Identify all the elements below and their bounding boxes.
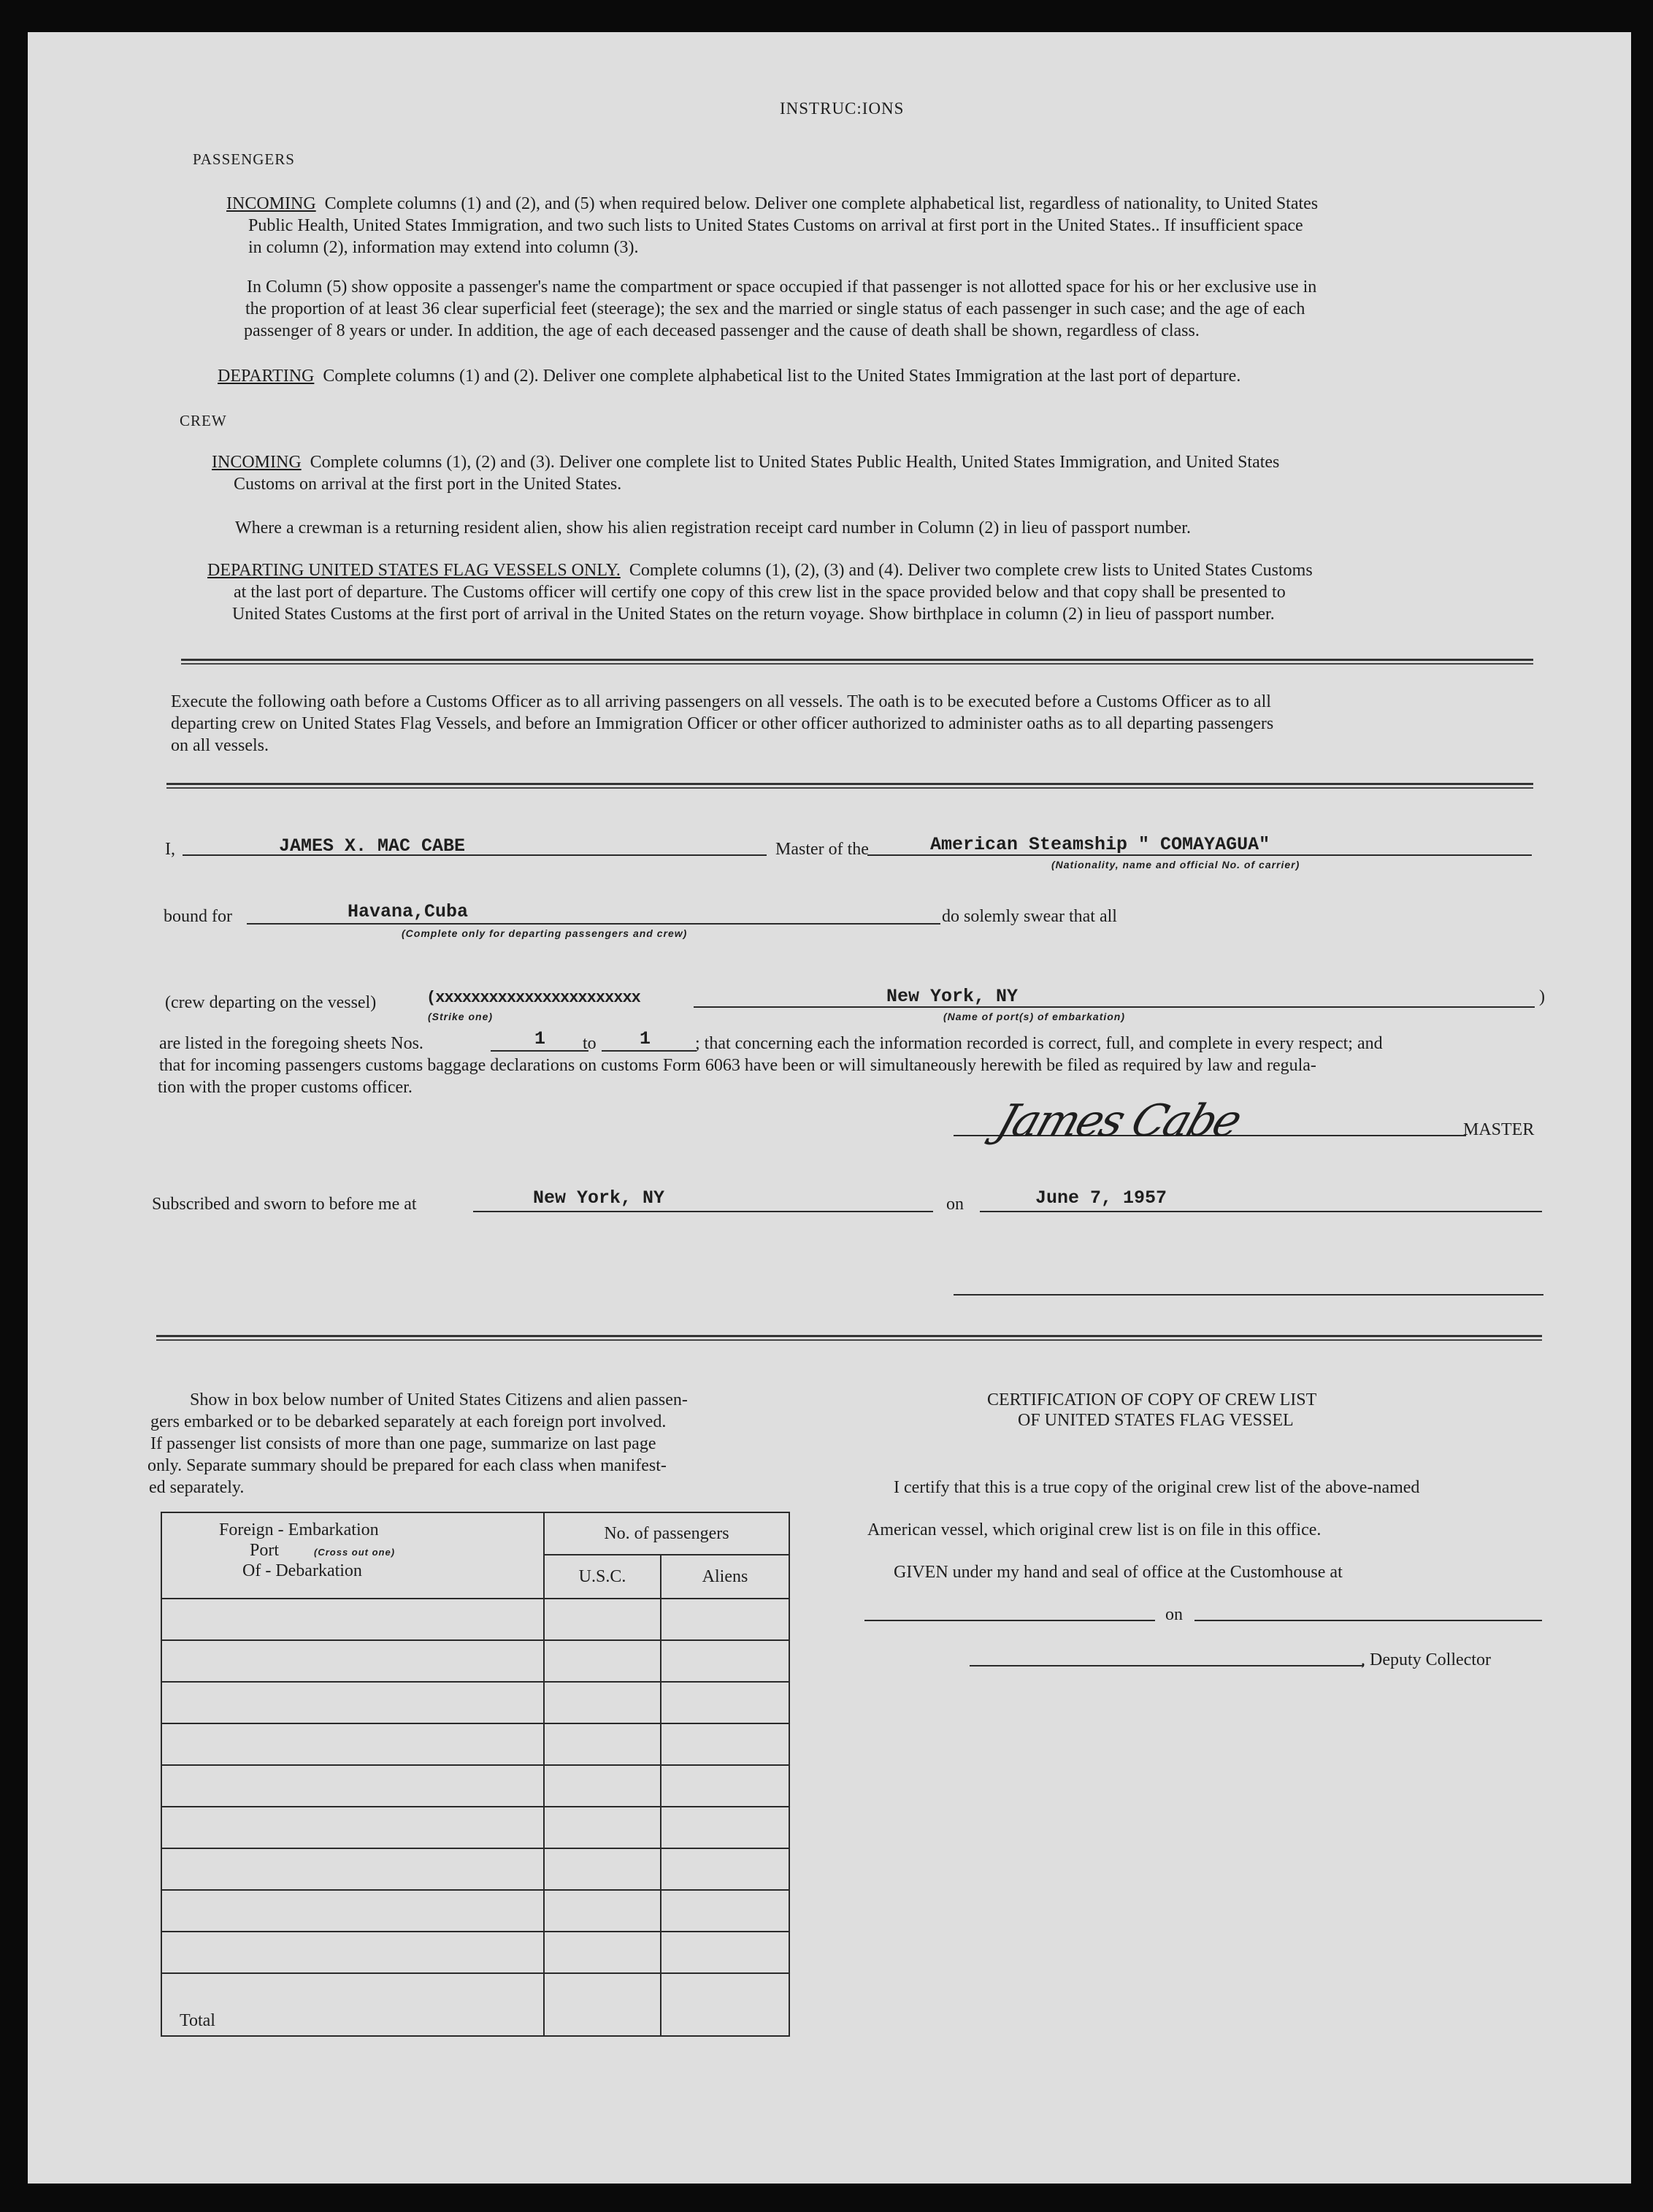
column5-line-1: In Column (5) show opposite a passenger's name the compartment or space occupied if that passenger is not allotted space for his or her exclusive use in xyxy=(247,278,1317,296)
struck-text: (xxxxxxxxxxxxxxxxxxxxxxx xyxy=(426,989,640,1007)
sheet-from-field[interactable]: 1 xyxy=(534,1028,546,1049)
swear-text: do solemly swear that all xyxy=(942,907,1117,926)
sworn-on-label: on xyxy=(946,1195,964,1214)
certification-on-label: on xyxy=(1165,1605,1183,1624)
embark-port-line xyxy=(694,1006,1535,1008)
execute-line-2: departing crew on United States Flag Vessels, and before an Immigration Officer or other officer authorized to administer oaths as to all departing passengers xyxy=(171,714,1274,733)
certification-line-2: American vessel, which original crew list is on file in this office. xyxy=(867,1520,1322,1539)
deputy-collector-label: , Deputy Collector xyxy=(1361,1650,1491,1669)
sheets-rest-text: ; that concerning each the information recorded is correct, full, and complete in every respect; and xyxy=(695,1034,1383,1053)
certification-title-1: CERTIFICATION OF COPY OF CREW LIST xyxy=(987,1390,1317,1409)
passengers-incoming-line-2: Public Health, United States Immigration, and two such lists to United States Customs on arrival at first port in the United States.. If insufficient space xyxy=(248,216,1303,235)
sworn-place-line xyxy=(473,1211,933,1212)
execute-line-1: Execute the following oath before a Customs Officer as to all arriving passengers on all vessels. The oath is to be executed before a Customs Officer as to all xyxy=(171,692,1271,711)
passengers-departing-line: DEPARTING Complete columns (1) and (2). Deliver one complete alphabetical list to the United States Immigration at the last port of departure. xyxy=(218,367,1241,386)
execute-line-3: on all vessels. xyxy=(171,736,269,755)
sheets-to-label: to xyxy=(583,1034,597,1053)
table-row xyxy=(161,1932,789,1973)
master-label: MASTER xyxy=(1463,1120,1535,1139)
master-name-line xyxy=(183,854,767,856)
crew-incoming-label: INCOMING xyxy=(212,453,302,472)
master-signature: James Cabe xyxy=(990,1095,1247,1147)
crew-incoming-line-1: INCOMING Complete columns (1), (2) and (3). Deliver one complete list to United States Public Health, United States Immigration, and United States xyxy=(212,453,1280,472)
table-row xyxy=(161,1723,789,1765)
aliens-column-header: Aliens xyxy=(661,1555,789,1599)
master-name-field[interactable]: JAMES X. MAC CABE xyxy=(279,835,466,857)
table-row xyxy=(161,1640,789,1682)
close-paren: ) xyxy=(1539,987,1545,1006)
sworn-label: Subscribed and sworn to before me at xyxy=(152,1195,417,1214)
sheets-label: are listed in the foregoing sheets Nos. xyxy=(159,1034,423,1053)
vessel-field[interactable]: American Steamship " COMAYAGUA" xyxy=(930,834,1270,855)
table-row xyxy=(161,1848,789,1890)
sheet-from-line xyxy=(491,1050,588,1052)
crew-departing-line-1: DEPARTING UNITED STATES FLAG VESSELS ONLY. Complete columns (1), (2), (3) and (4). Deliver two complete crew lists to United States Customs xyxy=(207,561,1313,580)
passengers-departing-label: DEPARTING xyxy=(218,367,315,386)
deputy-collector-line[interactable] xyxy=(970,1665,1364,1666)
total-label: Total xyxy=(161,1973,544,2036)
table-row xyxy=(161,1682,789,1723)
sworn-date-field[interactable]: June 7, 1957 xyxy=(1035,1187,1167,1209)
crew-departing-label: DEPARTING UNITED STATES FLAG VESSELS ONLY. xyxy=(207,561,621,580)
crew-departing-line-2: at the last port of departure. The Customs officer will certify one copy of this crew list in the space provided below and that copy shall be presented to xyxy=(234,583,1286,602)
summary-line-4: only. Separate summary should be prepared for each class when manifest- xyxy=(147,1456,667,1475)
table-total-row xyxy=(161,1973,789,2036)
column5-line-3: passenger of 8 years or under. In addition, the age of each deceased passenger and the cause of death shall be shown, regardless of class. xyxy=(244,321,1200,340)
passengers-incoming-label: INCOMING xyxy=(226,194,316,213)
certification-date-line[interactable] xyxy=(1194,1620,1542,1621)
oath-line-2: that for incoming passengers customs baggage declarations on customs Form 6063 have been or will simultaneously herewith be filed as required by law and regula- xyxy=(159,1056,1316,1075)
crew-departing-line-3: United States Customs at the first port of arrival in the United States on the return voyage. Show birthplace in column (2) in lieu of passport number. xyxy=(232,605,1275,624)
customhouse-line[interactable] xyxy=(864,1620,1155,1621)
section-divider xyxy=(181,659,1533,665)
section-divider xyxy=(156,1335,1542,1341)
table-row xyxy=(161,1765,789,1807)
embark-caption: (Name of port(s) of embarkation) xyxy=(943,1011,1126,1022)
port-column-header: Foreign - Embarkation Port (Cross out one) Of - Debarkation xyxy=(161,1512,544,1599)
table-row xyxy=(161,1599,789,1640)
certification-title-2: OF UNITED STATES FLAG VESSEL xyxy=(1018,1411,1294,1430)
crew-resident-alien-text: Where a crewman is a returning resident alien, show his alien registration receipt card number in Column (2) in lieu of passport number. xyxy=(235,518,1191,537)
certification-line-1: I certify that this is a true copy of the original crew list of the above-named xyxy=(894,1478,1420,1497)
summary-line-3: If passenger list consists of more than one page, summarize on last page xyxy=(150,1434,656,1453)
strike-caption: (Strike one) xyxy=(428,1011,494,1022)
crew-departing-label: (crew departing on the vessel) xyxy=(165,993,377,1012)
passengers-column-header: No. of passengers xyxy=(544,1512,789,1555)
port-column-caption: (Cross out one) xyxy=(314,1547,396,1558)
passengers-heading: PASSENGERS xyxy=(193,150,295,168)
oath-line-3: tion with the proper customs officer. xyxy=(158,1078,413,1097)
section-divider xyxy=(166,783,1533,789)
sheet-to-field[interactable]: 1 xyxy=(640,1028,651,1049)
summary-line-1: Show in box below number of United States Citizens and alien passen- xyxy=(190,1390,688,1409)
crew-incoming-line-2: Customs on arrival at the first port in the United States. xyxy=(234,475,622,494)
passengers-incoming-line-3: in column (2), information may extend into column (3). xyxy=(248,238,639,257)
passengers-incoming-line-1: INCOMING Complete columns (1) and (2), and (5) when required below. Deliver one complete alphabetical list, regardless of nationality, to United States xyxy=(226,194,1319,213)
form-page xyxy=(28,32,1631,2184)
master-of-label: Master of the xyxy=(775,840,869,859)
sheet-to-line xyxy=(602,1050,697,1052)
usc-column-header: U.S.C. xyxy=(544,1555,661,1599)
embark-port-field[interactable]: New York, NY xyxy=(886,986,1019,1007)
table-row xyxy=(161,1807,789,1848)
destination-field[interactable]: Havana,Cuba xyxy=(348,901,469,922)
summary-line-2: gers embarked or to be debarked separately at each foreign port involved. xyxy=(150,1412,667,1431)
officer-signature-line[interactable] xyxy=(954,1294,1543,1296)
bound-for-label: bound for xyxy=(164,907,232,926)
summary-line-5: ed separately. xyxy=(149,1478,245,1497)
sworn-place-field[interactable]: New York, NY xyxy=(533,1187,665,1209)
table-row xyxy=(161,1890,789,1932)
vessel-caption: (Nationality, name and official No. of carrier) xyxy=(1051,859,1300,870)
table-header-row xyxy=(161,1512,789,1555)
bound-for-caption: (Complete only for departing passengers and crew) xyxy=(402,927,688,939)
sworn-date-line xyxy=(980,1211,1542,1212)
column5-line-2: the proportion of at least 36 clear superficial feet (steerage); the sex and the married or single status of each passenger in such case; and the age of each xyxy=(245,299,1305,318)
passenger-summary-table xyxy=(161,1512,790,2037)
destination-line xyxy=(247,923,940,925)
crew-heading: CREW xyxy=(180,412,227,429)
page-title: INSTRUC:IONS xyxy=(780,99,905,118)
certification-line-3: GIVEN under my hand and seal of office at the Customhouse at xyxy=(894,1563,1343,1582)
oath-i-label: I, xyxy=(165,840,175,859)
